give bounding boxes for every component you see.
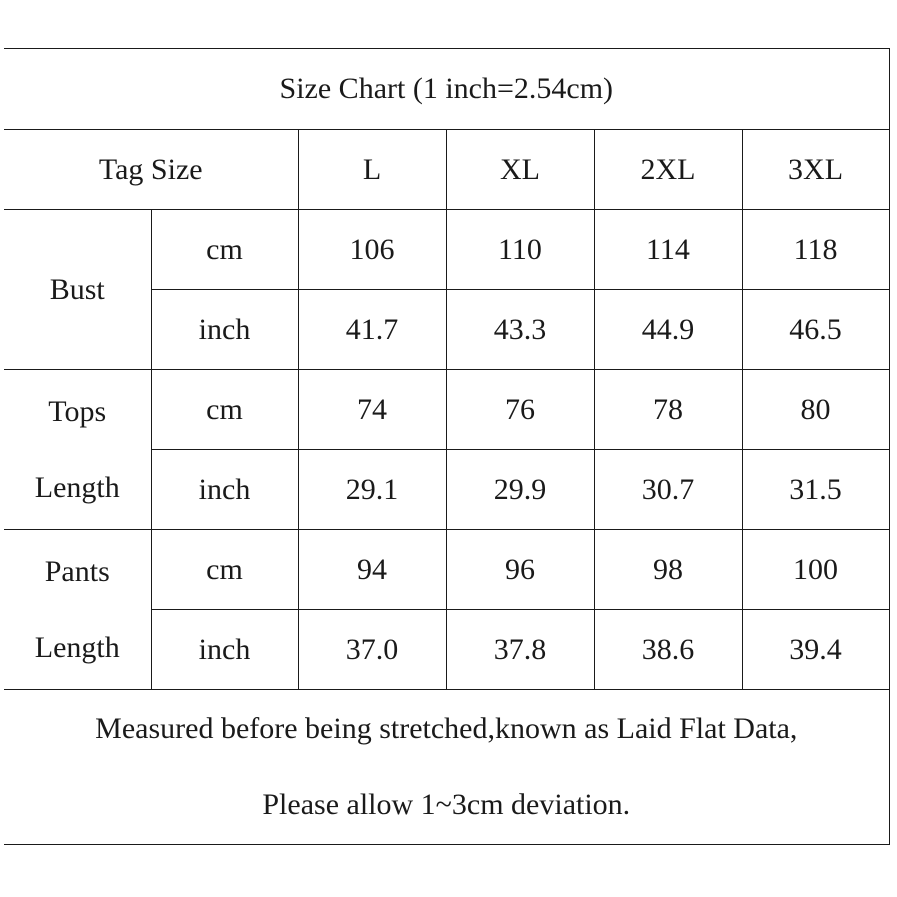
value-cell: 80 <box>742 370 889 450</box>
value-cell: 118 <box>742 210 889 290</box>
value-cell: 94 <box>298 530 446 610</box>
value-cell: 37.8 <box>446 610 594 690</box>
footer-note-line2: Please allow 1~3cm deviation. <box>262 788 631 821</box>
footer-note <box>4 690 889 845</box>
value-cell: 46.5 <box>742 290 889 370</box>
pants-length-label-line2: Length <box>34 630 120 664</box>
table-row <box>4 530 889 610</box>
table-row <box>4 210 889 290</box>
title-row <box>4 49 889 130</box>
table-row <box>4 370 889 450</box>
value-cell: 100 <box>742 530 889 610</box>
unit-cell: cm <box>151 530 298 610</box>
tops-length-label-line2: Length <box>34 470 120 504</box>
value-cell: 110 <box>446 210 594 290</box>
value-cell: 39.4 <box>742 610 889 690</box>
value-cell: 44.9 <box>594 290 742 370</box>
tops-length-label-line1: Tops <box>48 394 107 428</box>
size-header-xl: XL <box>446 130 594 210</box>
value-cell: 29.1 <box>298 450 446 530</box>
unit-cell: inch <box>151 290 298 370</box>
tag-size-header: Tag Size <box>4 130 298 210</box>
tops-length-label <box>4 370 151 530</box>
value-cell: 41.7 <box>298 290 446 370</box>
value-cell: 76 <box>446 370 594 450</box>
value-cell: 29.9 <box>446 450 594 530</box>
size-header-3xl: 3XL <box>742 130 889 210</box>
value-cell: 106 <box>298 210 446 290</box>
unit-cell: cm <box>151 210 298 290</box>
chart-title: Size Chart (1 inch=2.54cm) <box>4 49 889 130</box>
header-row <box>4 130 889 210</box>
bust-label: Bust <box>4 210 151 370</box>
footer-note-line1: Measured before being stretched,known as Laid Flat Data, <box>95 712 798 745</box>
footer-row <box>4 690 889 845</box>
value-cell: 78 <box>594 370 742 450</box>
unit-cell: inch <box>151 610 298 690</box>
size-header-2xl: 2XL <box>594 130 742 210</box>
value-cell: 96 <box>446 530 594 610</box>
value-cell: 43.3 <box>446 290 594 370</box>
value-cell: 98 <box>594 530 742 610</box>
unit-cell: cm <box>151 370 298 450</box>
pants-length-label <box>4 530 151 690</box>
size-header-l: L <box>298 130 446 210</box>
value-cell: 74 <box>298 370 446 450</box>
value-cell: 37.0 <box>298 610 446 690</box>
value-cell: 30.7 <box>594 450 742 530</box>
pants-length-label-line1: Pants <box>44 554 110 588</box>
size-chart-table <box>4 48 890 845</box>
value-cell: 114 <box>594 210 742 290</box>
unit-cell: inch <box>151 450 298 530</box>
value-cell: 38.6 <box>594 610 742 690</box>
value-cell: 31.5 <box>742 450 889 530</box>
